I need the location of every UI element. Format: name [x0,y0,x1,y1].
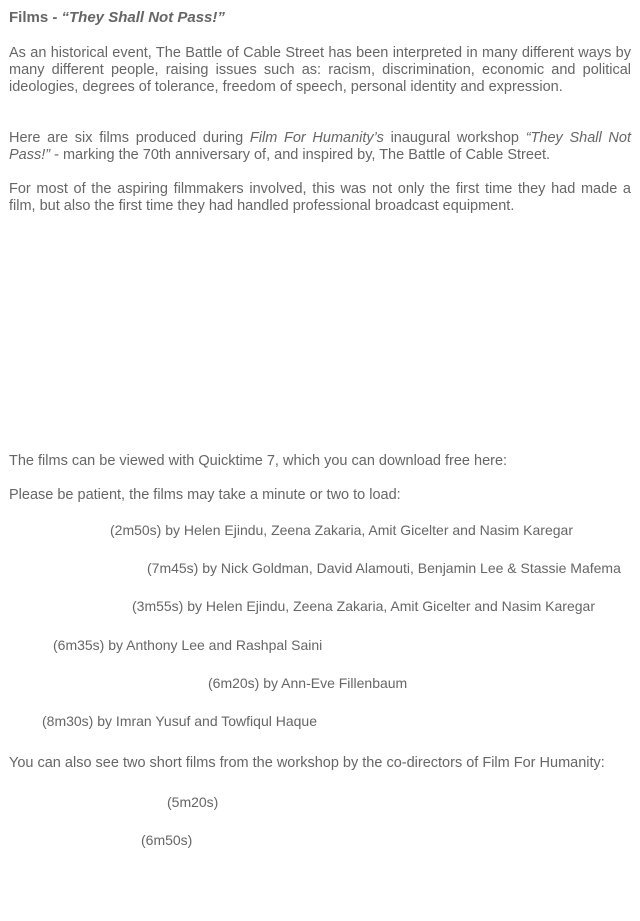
filmmakers-paragraph: For most of the aspiring filmmakers involved, this was not only the first time they had made a film, but also the first time they had handled professional broadcast equipment. [9,181,631,214]
patience-note: Please be patient, the films may take a minute or two to load: [9,487,401,503]
workshop-text-3: - marking the 70th anniversary of, and inspired by, The Battle of Cable Street. [50,147,551,163]
film-duration[interactable]: (6m35s) [53,637,105,653]
film-item-3[interactable] [132,598,595,615]
film-duration[interactable]: (2m50s) [110,522,162,538]
page-title [9,9,225,26]
film-duration[interactable]: (7m45s) [147,560,199,576]
title-quote: “They Shall Not Pass!” [61,9,225,26]
intro-paragraph: As an historical event, The Battle of Cable Street has been interpreted in many different ways by many different people, raising issues such as: racism, discrimination, economic and political ideologies, degrees of tolerance, freedom of speech, personal identity and expression. [9,45,631,95]
film-duration[interactable]: (6m20s) [208,675,260,691]
film-credits: by Helen Ejindu, Zeena Zakaria, Amit Gicelter and Nasim Karegar [161,522,573,538]
film-item-5[interactable] [208,675,407,692]
film-item-4[interactable] [53,637,322,654]
film-duration[interactable]: (3m55s) [132,598,184,614]
film-duration[interactable]: (8m30s) [42,713,94,729]
film-item-2[interactable] [147,560,621,577]
film-credits: by Ann-Eve Fillenbaum [259,675,408,691]
workshop-org: Film For Humanity’s [249,130,384,146]
workshop-paragraph [9,130,631,164]
short-film-item-2[interactable] [141,832,192,849]
workshop-text-2: inaugural workshop [383,130,526,146]
short-film-item-1[interactable] [167,794,218,811]
film-credits: by Helen Ejindu, Zeena Zakaria, Amit Gicelter and Nasim Karegar [183,598,595,614]
title-prefix: Films - [9,9,62,26]
short-film-duration[interactable]: (5m20s) [167,794,219,810]
film-credits: by Nick Goldman, David Alamouti, Benjamin Lee & Stassie Mafema [198,560,621,576]
codirectors-note: You can also see two short films from the workshop by the co-directors of Film For Humanity: [9,755,605,771]
film-item-6[interactable] [42,713,317,730]
short-film-duration[interactable]: (6m50s) [141,832,193,848]
quicktime-note: The films can be viewed with Quicktime 7, which you can download free here: [9,453,508,469]
workshop-text-1: Here are six films produced during [9,130,250,146]
film-item-1[interactable] [110,522,573,539]
film-credits: by Anthony Lee and Rashpal Saini [104,637,323,653]
film-credits: by Imran Yusuf and Towfiqul Haque [93,713,317,729]
workshop-name: “They Shall Not Pass!” [9,130,631,163]
